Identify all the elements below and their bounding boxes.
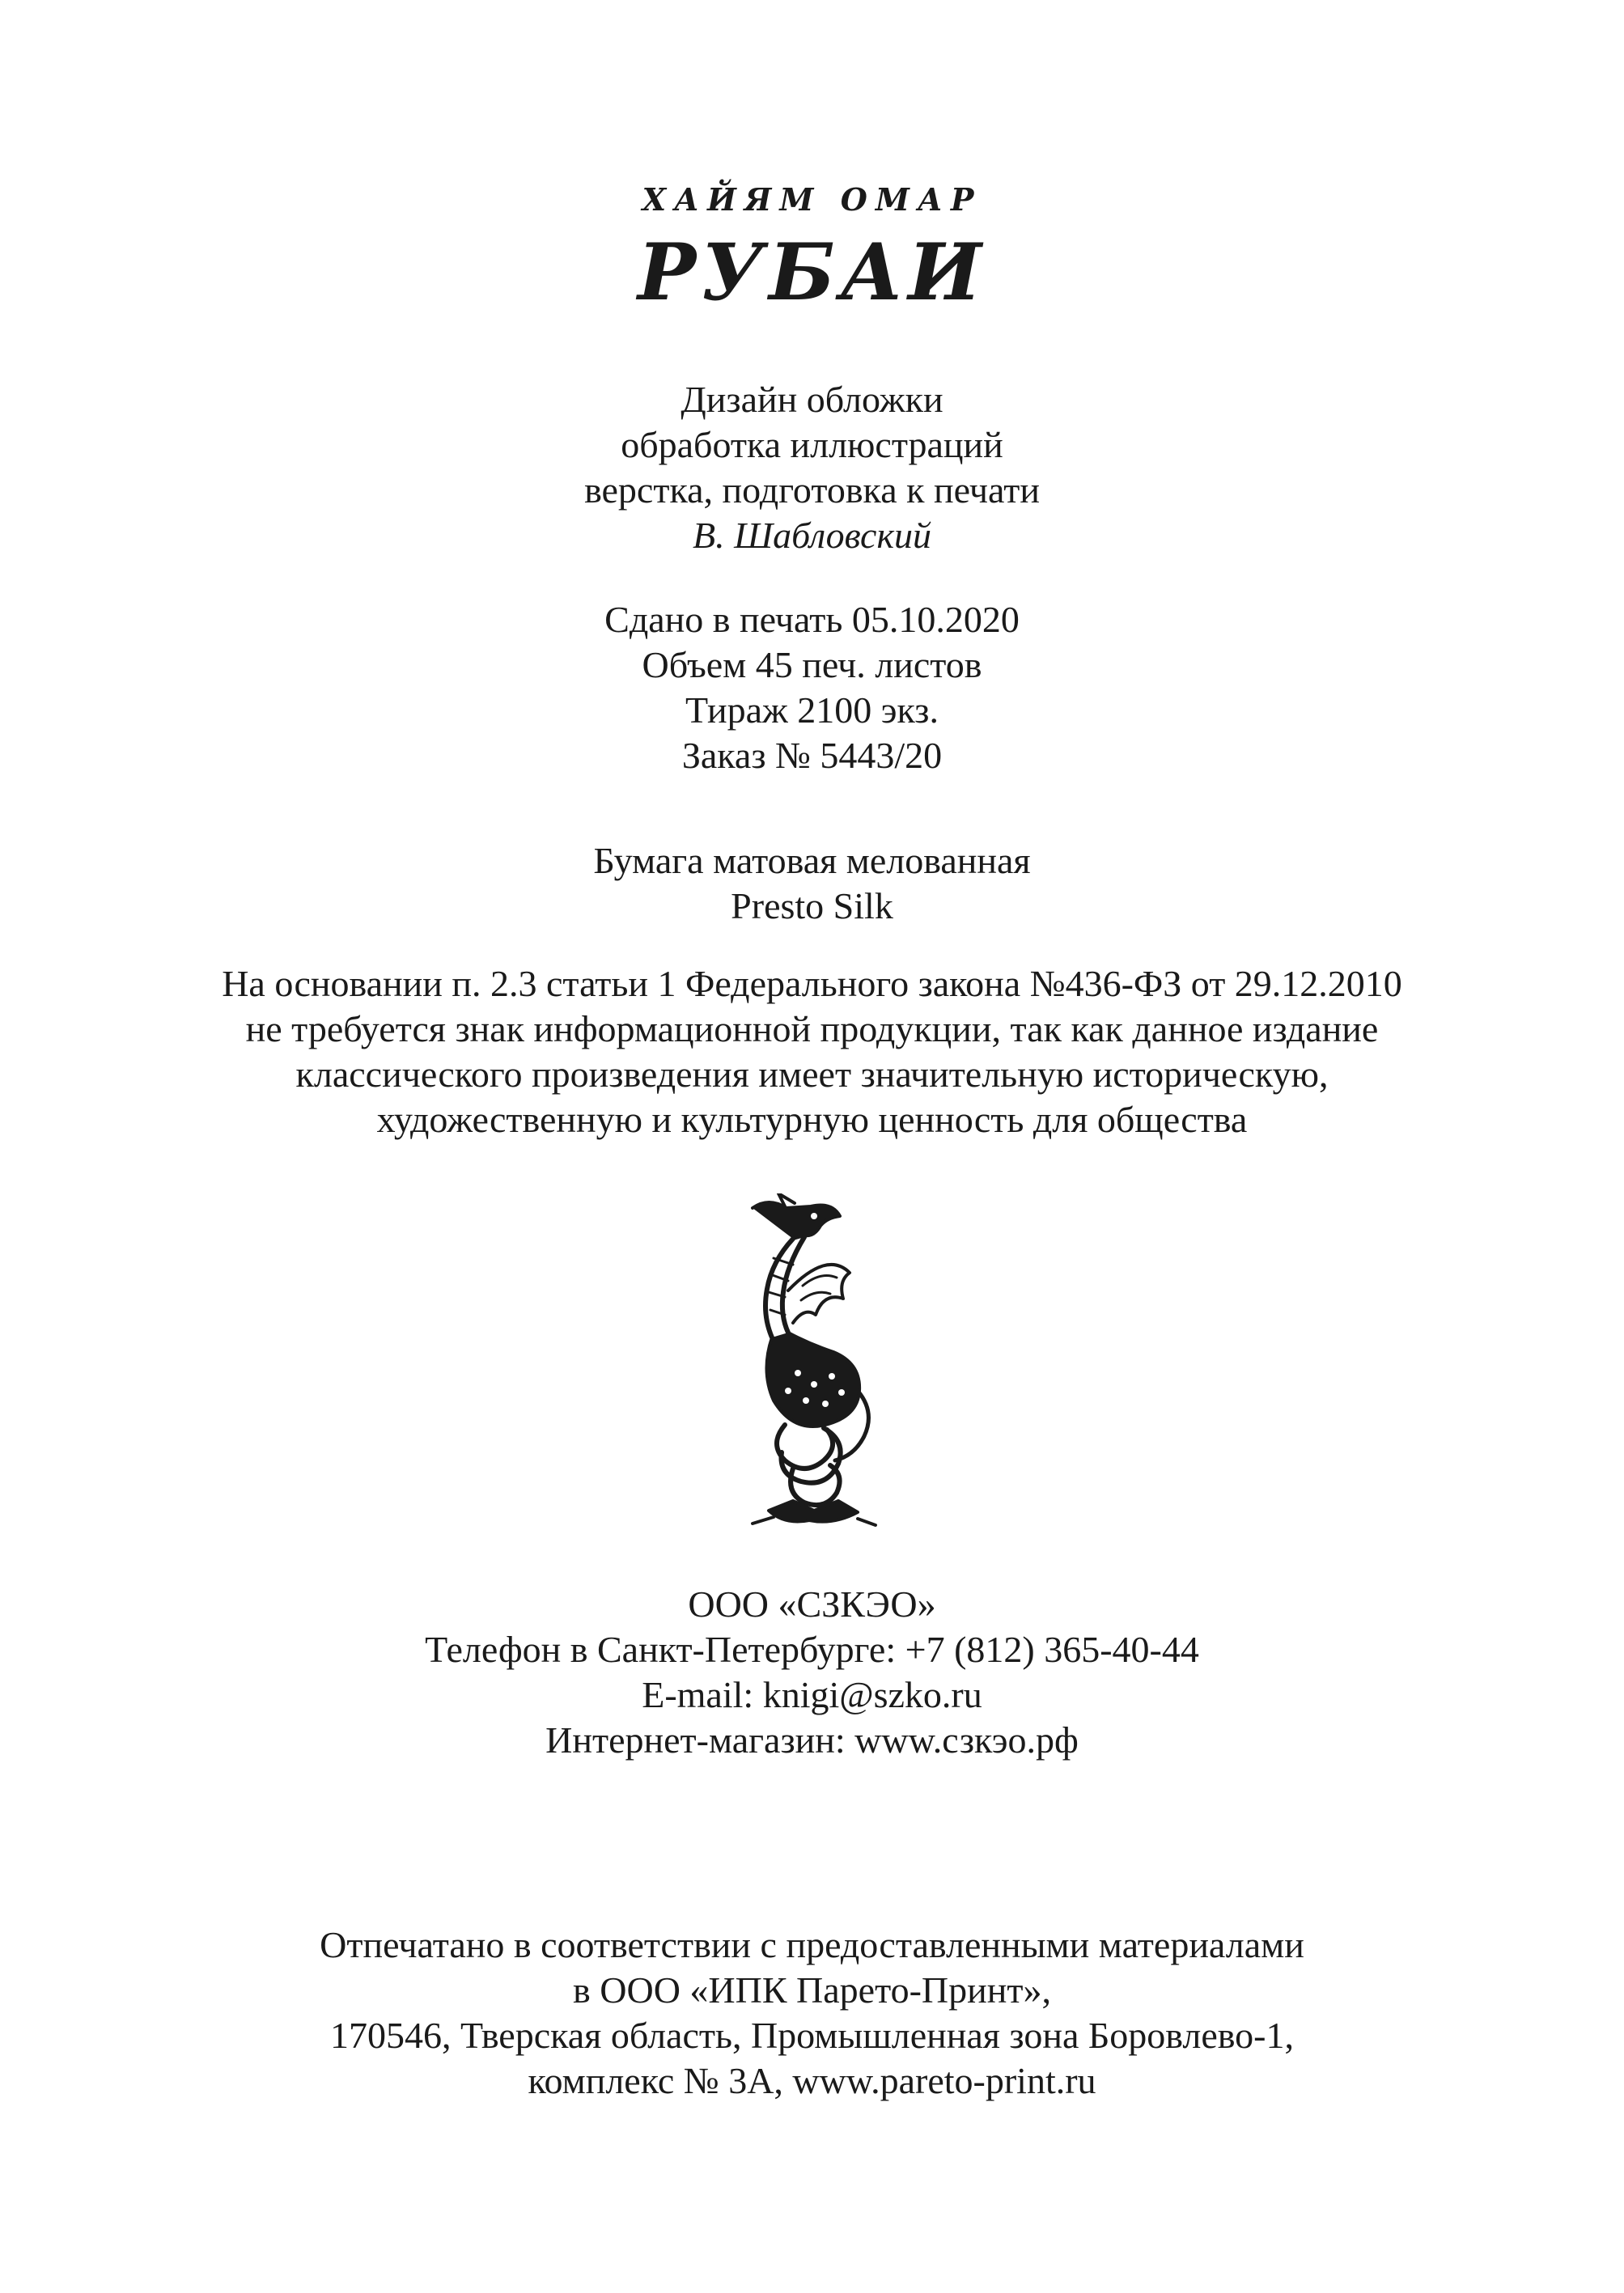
publisher-contacts <box>0 1582 1624 1763</box>
paper-type: Бумага матовая мелованная <box>593 840 1031 881</box>
design-credits <box>0 377 1624 558</box>
credit-line: верстка, подготовка к печати <box>584 469 1040 511</box>
print-volume: Объем 45 печ. листов <box>642 644 982 685</box>
legal-line: художественную и культурную ценность для общества <box>376 1099 1248 1140</box>
publisher-name: ООО «СЗКЭО» <box>688 1583 936 1625</box>
publisher-shop: Интернет-магазин: www.сзкэо.рф <box>545 1719 1079 1761</box>
print-date: Сдано в печать 05.10.2020 <box>604 599 1020 640</box>
book-author: ХАЙЯМ ОМАР <box>642 181 982 218</box>
paper-brand: Presto Silk <box>731 885 893 926</box>
credit-line: обработка иллюстраций <box>621 424 1003 465</box>
publisher-email: E-mail: knigi@szko.ru <box>642 1674 982 1715</box>
printer-info <box>0 1922 1624 2104</box>
book-title: РУБАИ <box>637 227 986 318</box>
legal-line: не требуется знак информационной продукции, так как данное издание <box>245 1008 1379 1049</box>
print-run: Тираж 2100 экз. <box>685 689 939 731</box>
printer-line: комплекс № 3А, www.pareto-print.ru <box>528 2060 1096 2101</box>
legal-line: классического произведения имеет значительную историческую, <box>295 1053 1329 1095</box>
legal-notice <box>0 961 1624 1142</box>
order-number: Заказ № 5443/20 <box>681 735 943 776</box>
printer-line: Отпечатано в соответствии с предоставленными материалами <box>320 1924 1304 1965</box>
publisher-phone: Телефон в Санкт-Петербурге: +7 (812) 365-40-44 <box>425 1629 1199 1670</box>
dragon-logo-icon <box>736 1193 882 1574</box>
designer-name: В. Шабловский <box>693 515 931 556</box>
printing-details <box>0 597 1624 778</box>
printer-line: в ООО «ИПК Парето-Принт», <box>573 1969 1051 2011</box>
credit-line: Дизайн обложки <box>681 379 943 420</box>
legal-line: На основании п. 2.3 статьи 1 Федерального закона №436-ФЗ от 29.12.2010 <box>222 963 1402 1004</box>
paper-info <box>0 838 1624 929</box>
printer-line: 170546, Тверская область, Промышленная зона Боровлево-1, <box>330 2015 1294 2056</box>
